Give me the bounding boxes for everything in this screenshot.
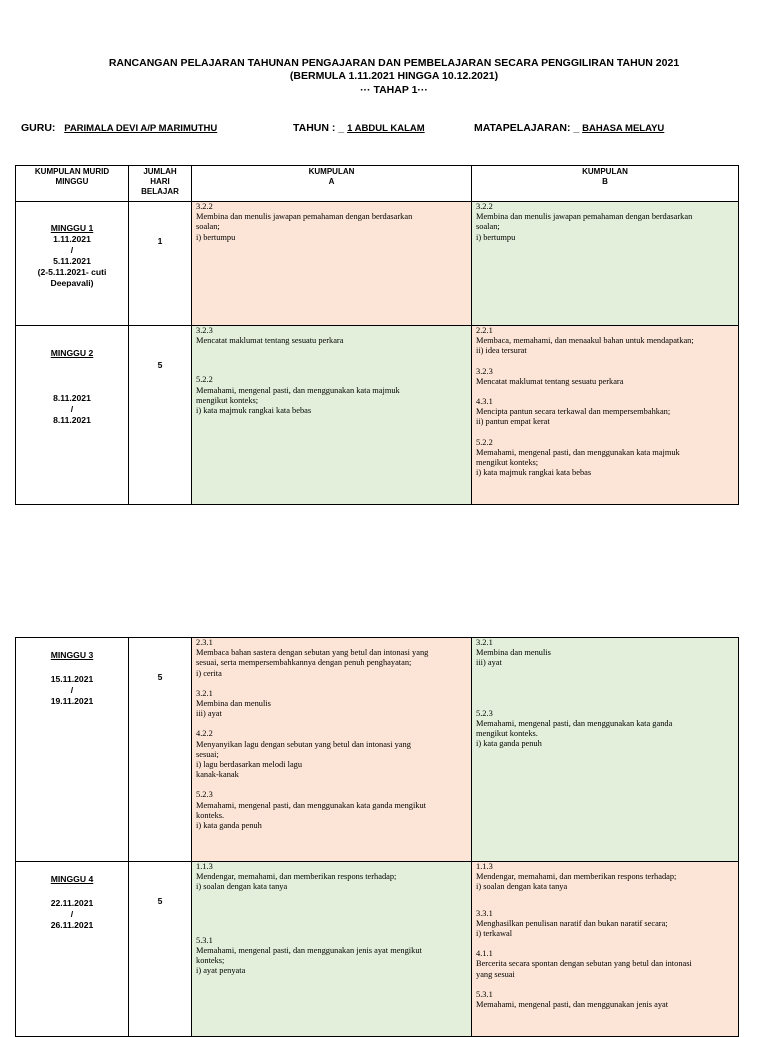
learning-standard: 2.2.1 Membaca, memahami, dan menaakul bahan untuk mendapatkan; ii) idea tersurat — [476, 326, 694, 356]
learning-standard: 1.1.3 Mendengar, memahami, dan memberikan respons terhadap; i) soalan dengan kata tanya — [476, 862, 677, 892]
group-b-cell — [472, 862, 739, 1037]
group-a-cell — [192, 638, 472, 862]
learning-standard: 3.2.2 Membina dan menulis jawapan pemahaman dengan berdasarkan soalan; i) bertumpu — [476, 202, 693, 242]
group-a-cell — [192, 326, 472, 505]
learning-standard: 2.3.1 Membaca bahan sastera dengan sebutan yang betul dan intonasi yang sesuai, serta mempersembahkannya dengan penuh penghayatan; i) cerita — [196, 638, 429, 678]
learning-standard: 5.2.3 Memahami, mengenal pasti, dan menggunakan kata ganda mengikut konteks. i) kata ganda penuh — [196, 790, 427, 831]
days-count: 5 — [129, 638, 192, 862]
group-b-cell — [472, 202, 739, 326]
year-value: 1 ABDUL KALAM — [347, 123, 425, 134]
year-field — [293, 122, 425, 134]
learning-standard: 5.2.3 Memahami, mengenal pasti, dan menggunakan kata ganda mengikut konteks. i) kata ganda penuh — [476, 708, 673, 749]
table-row — [16, 202, 739, 326]
week-name: MINGGU 1 — [50, 223, 94, 233]
learning-standard: 5.3.1 Memahami, mengenal pasti, dan menggunakan jenis ayat — [476, 989, 669, 1010]
table-header-row — [16, 166, 739, 202]
learning-standard: 5.3.1 Memahami, mengenal pasti, dan menggunakan jenis ayat mengikut konteks; i) ayat penyata — [196, 935, 422, 976]
learning-standard: 1.1.3 Mendengar, memahami, dan memberikan respons terhadap; i) soalan dengan kata tanya — [196, 862, 397, 892]
week-name: MINGGU 2 — [50, 348, 94, 358]
document-date-range: (BERMULA 1.11.2021 HINGGA 10.12.2021) — [289, 70, 499, 82]
learning-standard: 3.2.2 Membina dan menulis jawapan pemahaman dengan berdasarkan soalan; i) bertumpu — [196, 202, 413, 242]
teacher-label: GURU: — [21, 122, 56, 134]
table-row — [16, 638, 739, 862]
lesson-plan-table-page1 — [15, 165, 739, 505]
table-row — [16, 862, 739, 1037]
subject-value: BAHASA MELAYU — [582, 123, 665, 134]
learning-standard: 3.2.1 Membina dan menulis iii) ayat — [196, 688, 271, 719]
group-a-cell — [192, 202, 472, 326]
learning-standard: 4.3.1 Mencipta pantun secara terkawal dan mempersembahkan; ii) pantun empat kerat — [476, 397, 671, 427]
header-group-b: KUMPULAN B — [472, 166, 739, 202]
group-a-cell — [192, 862, 472, 1037]
week-cell: MINGGU 2 8.11.2021 / 8.11.2021 — [16, 326, 129, 505]
subject-field — [474, 122, 664, 134]
learning-standard: 5.2.2 Memahami, mengenal pasti, dan menggunakan kata majmuk mengikut konteks; i) kata majmuk rangkai kata bebas — [196, 375, 400, 416]
learning-standard: 3.2.1 Membina dan menulis iii) ayat — [476, 638, 551, 668]
days-count: 1 — [129, 202, 192, 326]
year-label: TAHUN : _ — [293, 122, 345, 134]
document-stage: ··· TAHAP 1··· — [360, 84, 428, 96]
learning-standard: 5.2.2 Memahami, mengenal pasti, dan menggunakan kata majmuk mengikut konteks; i) kata majmuk rangkai kata bebas — [476, 437, 680, 478]
learning-standard: 3.3.1 Menghasilkan penulisan naratif dan bukan naratif secara; i) terkawal — [476, 908, 668, 939]
group-b-cell — [472, 326, 739, 505]
header-group-a: KUMPULAN A — [192, 166, 472, 202]
days-count: 5 — [129, 326, 192, 505]
table-row — [16, 326, 739, 505]
lesson-plan-table-page2 — [15, 637, 739, 1037]
header-student-group-week: KUMPULAN MURID MINGGU — [16, 166, 129, 202]
learning-standard: 4.1.1 Bercerita secara spontan dengan sebutan yang betul dan intonasi yang sesuai — [476, 949, 692, 979]
teacher-field — [21, 122, 217, 134]
learning-standard: 3.2.3 Mencatat maklumat tentang sesuatu perkara — [196, 326, 344, 346]
learning-standard: 4.2.2 Menyanyikan lagu dengan sebutan yang betul dan intonasi yang sesuai; i) lagu berdasarkan melodi lagu kanak-kanak — [196, 729, 411, 780]
group-b-cell — [472, 638, 739, 862]
week-cell: MINGGU 1 1.11.2021 / 5.11.2021 (2-5.11.2021- cuti Deepavali) — [16, 202, 129, 326]
week-cell: MINGGU 4 22.11.2021 / 26.11.2021 — [16, 862, 129, 1037]
learning-standard: 3.2.3 Mencatat maklumat tentang sesuatu perkara — [476, 366, 624, 386]
document-title: RANCANGAN PELAJARAN TAHUNAN PENGAJARAN DAN PEMBELAJARAN SECARA PENGGILIRAN TAHUN 2021 — [108, 57, 680, 69]
week-name: MINGGU 4 — [50, 874, 94, 884]
week-name: MINGGU 3 — [50, 650, 94, 660]
teacher-name: PARIMALA DEVI A/P MARIMUTHU — [64, 123, 218, 134]
days-count: 5 — [129, 862, 192, 1037]
subject-label: MATAPELAJARAN: _ — [474, 122, 580, 134]
week-cell: MINGGU 3 15.11.2021 / 19.11.2021 — [16, 638, 129, 862]
header-total-days: JUMLAH HARI BELAJAR — [129, 166, 192, 202]
